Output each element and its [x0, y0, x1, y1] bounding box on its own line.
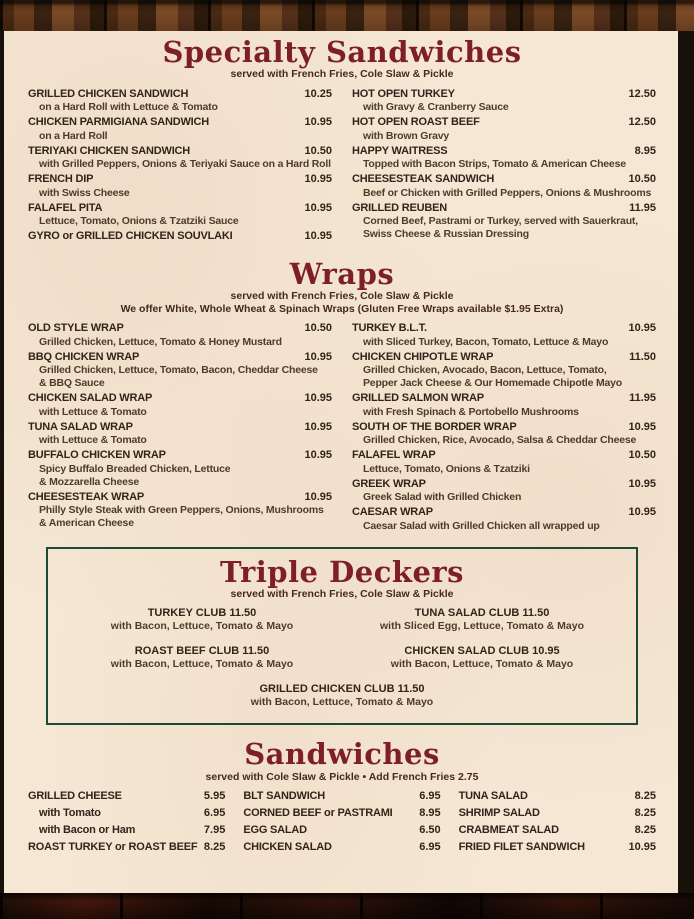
item-price: 6.95	[419, 841, 441, 854]
menu-item	[352, 88, 656, 115]
item-name: EGG SALAD	[243, 824, 307, 837]
item-price: 10.95	[304, 173, 332, 186]
specialty-sandwiches-title: Specialty Sandwiches	[162, 35, 522, 69]
item-row	[352, 392, 656, 406]
item-name: CRABMEAT SALAD	[458, 824, 559, 837]
menu-item	[28, 351, 332, 391]
item-desc: & BBQ Sauce	[39, 377, 105, 390]
item-name-price: TUNA SALAD CLUB 11.50	[414, 607, 550, 620]
item-price: 10.95	[304, 449, 332, 462]
wraps-subtitle-2: We offer White, Whole Wheat & Spinach Wraps (Gluten Free Wraps available $1.95 Extra)	[120, 302, 564, 315]
menu-item	[243, 790, 440, 804]
item-price: 8.95	[419, 807, 441, 820]
item-price: 10.95	[628, 420, 656, 433]
item-desc: Topped with Bacon Strips, Tomato & American Cheese	[363, 158, 626, 171]
item-row	[352, 351, 656, 365]
sandwiches-title: Sandwiches	[244, 737, 440, 772]
item-price: 10.95	[304, 350, 332, 363]
item-price: 8.25	[203, 841, 226, 854]
wood-plank-top-border	[0, 0, 694, 31]
sandwiches-subtitle: served with Cole Slaw & Pickle • Add French Fries 2.75	[205, 770, 479, 783]
item-row	[352, 506, 656, 520]
menu-item	[352, 322, 656, 349]
item-desc: Beef or Chicken with Grilled Peppers, Onions & Mushrooms	[363, 186, 652, 199]
sandwiches-column-1	[28, 790, 225, 858]
item-name: ROAST TURKEY or ROAST BEEF	[28, 841, 198, 854]
item-desc: with Swiss Cheese	[39, 186, 130, 199]
item-name: CAESAR WRAP	[352, 506, 433, 519]
item-price: 10.50	[628, 173, 656, 186]
item-price: 11.95	[629, 392, 656, 405]
item-price: 12.50	[628, 116, 656, 129]
item-row	[28, 145, 332, 159]
triple-deckers-grid	[62, 606, 622, 709]
item-row	[28, 351, 332, 365]
item-price: 10.95	[304, 201, 332, 214]
menu-item	[243, 824, 440, 838]
item-desc: with Brown Gravy	[363, 129, 450, 142]
item-desc: with Sliced Egg, Lettuce, Tomato & Mayo	[380, 620, 584, 633]
menu-item	[352, 506, 656, 533]
item-price: 6.95	[419, 790, 441, 803]
item-desc: Grilled Chicken, Lettuce, Tomato & Honey Mustard	[39, 335, 282, 348]
item-row	[28, 421, 332, 435]
item-name-price: ROAST BEEF CLUB 11.50	[134, 645, 270, 658]
item-name: TERIYAKI CHICKEN SANDWICH	[28, 144, 191, 157]
item-price: 11.95	[629, 201, 656, 214]
sandwiches-columns	[28, 790, 656, 858]
item-name: CHICKEN PARMIGIANA SANDWICH	[28, 116, 209, 129]
item-desc: with Gravy & Cranberry Sauce	[363, 101, 509, 114]
item-desc: & Mozzarella Cheese	[39, 475, 140, 488]
item-desc: with Lettuce & Tomato	[39, 434, 147, 447]
item-row	[28, 449, 332, 463]
item-price: 10.25	[304, 87, 332, 100]
menu-item	[28, 491, 332, 531]
item-price: 6.50	[419, 824, 441, 837]
item-name: HOT OPEN TURKEY	[352, 87, 455, 100]
menu-item	[28, 841, 225, 855]
item-price: 8.95	[634, 144, 656, 157]
wraps-column-left	[28, 322, 332, 535]
menu-item	[243, 807, 440, 821]
item-desc: with Lettuce & Tomato	[39, 405, 147, 418]
menu-item	[28, 202, 332, 229]
menu-item	[28, 116, 332, 143]
item-desc: on a Hard Roll with Lettuce & Tomato	[39, 101, 218, 114]
item-row	[28, 322, 332, 336]
item-desc: with Bacon, Lettuce, Tomato & Mayo	[250, 696, 434, 709]
item-desc: with Bacon, Lettuce, Tomato & Mayo	[110, 620, 294, 633]
item-desc: Corned Beef, Pastrami or Turkey, served with Sauerkraut,	[363, 215, 638, 228]
item-name: BUFFALO CHICKEN WRAP	[28, 449, 166, 462]
item-row	[352, 88, 656, 102]
item-price: 10.95	[304, 230, 332, 243]
menu-item	[352, 421, 656, 448]
item-name-price: TURKEY CLUB 11.50	[147, 607, 257, 620]
item-row	[28, 173, 332, 187]
item-desc: with Bacon, Lettuce, Tomato & Mayo	[390, 658, 574, 671]
menu-item	[459, 841, 656, 855]
item-price: 6.95	[203, 807, 226, 820]
item-price: 10.95	[304, 490, 332, 503]
item-name: HAPPY WAITRESS	[352, 144, 448, 157]
item-row	[352, 202, 656, 216]
item-price: 11.50	[629, 350, 656, 363]
item-name: HOT OPEN ROAST BEEF	[352, 116, 480, 129]
item-name: GREEK WRAP	[352, 477, 426, 490]
menu-item	[352, 351, 656, 391]
item-price: 10.95	[304, 420, 332, 433]
menu-paper	[4, 31, 678, 893]
item-row	[28, 230, 332, 244]
item-price: 10.95	[628, 477, 656, 490]
menu-item	[28, 392, 332, 419]
item-price: 12.50	[628, 87, 656, 100]
item-price: 10.95	[304, 392, 332, 405]
item-name: CHEESESTEAK WRAP	[28, 490, 144, 503]
menu-item	[352, 478, 656, 505]
section-sandwiches	[28, 739, 656, 858]
menu-item	[62, 682, 622, 709]
menu-item	[352, 202, 656, 242]
wraps-title: Wraps	[289, 256, 395, 291]
item-name: GYRO or GRILLED CHICKEN SOUVLAKI	[28, 230, 233, 243]
item-desc: with Bacon, Lettuce, Tomato & Mayo	[110, 658, 294, 671]
item-row	[352, 116, 656, 130]
item-name: GRILLED CHEESE	[28, 790, 122, 803]
item-name: FALAFEL PITA	[28, 201, 103, 214]
menu-item	[459, 790, 656, 804]
wraps-columns	[28, 322, 656, 535]
item-row	[352, 322, 656, 336]
menu-item	[28, 449, 332, 489]
item-price: 10.50	[304, 144, 332, 157]
item-price: 10.95	[304, 116, 332, 129]
item-name: GRILLED REUBEN	[352, 201, 447, 214]
section-specialty-sandwiches	[28, 37, 656, 246]
sandwiches-column-3	[459, 790, 656, 858]
item-row	[352, 478, 656, 492]
section-wraps	[28, 256, 656, 535]
menu-item	[352, 392, 656, 419]
item-desc: on a Hard Roll	[39, 129, 108, 142]
item-desc: Greek Salad with Grilled Chicken	[363, 491, 522, 504]
item-row	[28, 202, 332, 216]
menu-item	[28, 421, 332, 448]
item-name: FALAFEL WRAP	[352, 449, 436, 462]
item-price: 10.95	[628, 506, 656, 519]
item-name: TURKEY B.L.T.	[352, 322, 427, 335]
menu-item	[243, 841, 440, 855]
item-name: BLT SANDWICH	[243, 790, 326, 803]
menu-item	[28, 230, 332, 244]
item-price: 10.50	[628, 449, 656, 462]
item-name: GRILLED SALMON WRAP	[352, 392, 484, 405]
specialty-column-right	[352, 88, 656, 246]
item-price: 10.95	[628, 322, 656, 335]
item-price: 5.95	[203, 790, 226, 803]
item-desc: with Grilled Peppers, Onions & Teriyaki Sauce on a Hard Roll	[39, 158, 331, 171]
sandwiches-column-2	[243, 790, 440, 858]
item-desc: Pepper Jack Cheese & Our Homemade Chipotle Mayo	[363, 377, 623, 390]
item-desc: Grilled Chicken, Lettuce, Tomato, Bacon, Cheddar Cheese	[39, 364, 318, 377]
menu-item	[342, 606, 622, 633]
menu-item	[28, 807, 225, 821]
item-desc: Lettuce, Tomato, Onions & Tzatziki Sauce	[39, 215, 239, 228]
item-name-price: CHICKEN SALAD CLUB 10.95	[404, 645, 560, 658]
item-name: with Tomato	[39, 807, 101, 820]
item-name: CORNED BEEF or PASTRAMI	[243, 807, 393, 820]
item-name: SHRIMP SALAD	[458, 807, 540, 820]
item-name: OLD STYLE WRAP	[28, 322, 124, 335]
triple-deckers-title: Triple Deckers	[219, 554, 464, 589]
menu-item	[342, 644, 622, 671]
item-row	[28, 392, 332, 406]
item-row	[352, 449, 656, 463]
item-row	[352, 421, 656, 435]
menu-item	[352, 173, 656, 200]
menu-item	[459, 824, 656, 838]
item-desc: Lettuce, Tomato, Onions & Tzatziki	[363, 462, 530, 475]
item-name: CHEESESTEAK SANDWICH	[352, 173, 495, 186]
menu-item	[352, 145, 656, 172]
item-price: 7.95	[203, 824, 226, 837]
wraps-column-right	[352, 322, 656, 535]
item-name: TUNA SALAD	[458, 790, 528, 803]
item-row	[28, 491, 332, 505]
item-desc: Grilled Chicken, Rice, Avocado, Salsa & Cheddar Cheese	[363, 434, 637, 447]
item-desc: Philly Style Steak with Green Peppers, Onions, Mushrooms	[39, 504, 324, 517]
item-name: CHICKEN SALAD WRAP	[28, 392, 153, 405]
menu-item	[352, 116, 656, 143]
item-row	[28, 116, 332, 130]
item-name: GRILLED CHICKEN SANDWICH	[28, 87, 189, 100]
item-name: with Bacon or Ham	[39, 824, 136, 837]
menu-item	[28, 824, 225, 838]
specialty-columns	[28, 88, 656, 246]
item-price: 8.25	[634, 807, 656, 820]
item-name: CHICKEN CHIPOTLE WRAP	[352, 350, 494, 363]
menu-item	[28, 173, 332, 200]
menu-item	[28, 322, 332, 349]
menu-item	[28, 790, 225, 804]
triple-deckers-subtitle: served with French Fries, Cole Slaw & Pickle	[230, 587, 454, 600]
item-name: TUNA SALAD WRAP	[28, 420, 133, 433]
wraps-subtitle: served with French Fries, Cole Slaw & Pickle	[230, 290, 454, 303]
item-desc: with Fresh Spinach & Portobello Mushrooms	[363, 405, 579, 418]
menu-item	[28, 88, 332, 115]
item-name: CHICKEN SALAD	[243, 841, 332, 854]
section-triple-deckers	[46, 547, 638, 726]
item-row	[352, 145, 656, 159]
menu-item	[62, 644, 342, 671]
item-name: SOUTH OF THE BORDER WRAP	[352, 420, 517, 433]
item-row	[352, 173, 656, 187]
item-price: 10.50	[304, 322, 332, 335]
menu-item	[28, 145, 332, 172]
item-desc: & American Cheese	[39, 517, 134, 530]
menu-item	[62, 606, 342, 633]
item-desc: Spicy Buffalo Breaded Chicken, Lettuce	[39, 462, 231, 475]
item-desc: Swiss Cheese & Russian Dressing	[363, 228, 529, 241]
item-desc: Caesar Salad with Grilled Chicken all wrapped up	[363, 519, 600, 532]
menu-item	[459, 807, 656, 821]
wood-plank-bottom-border	[0, 893, 694, 919]
specialty-sandwiches-subtitle: served with French Fries, Cole Slaw & Pickle	[230, 68, 454, 81]
item-name-price: GRILLED CHICKEN CLUB 11.50	[259, 683, 425, 696]
item-name: BBQ CHICKEN WRAP	[28, 350, 140, 363]
item-price: 10.95	[628, 841, 656, 854]
item-name: FRENCH DIP	[28, 173, 94, 186]
menu-item	[352, 449, 656, 476]
item-name: FRIED FILET SANDWICH	[458, 841, 585, 854]
specialty-column-left	[28, 88, 332, 246]
item-desc: Grilled Chicken, Avocado, Bacon, Lettuce, Tomato,	[363, 364, 607, 377]
item-price: 8.25	[634, 790, 656, 803]
item-desc: with Sliced Turkey, Bacon, Tomato, Lettuce & Mayo	[363, 335, 609, 348]
item-price: 8.25	[634, 824, 656, 837]
item-row	[28, 88, 332, 102]
